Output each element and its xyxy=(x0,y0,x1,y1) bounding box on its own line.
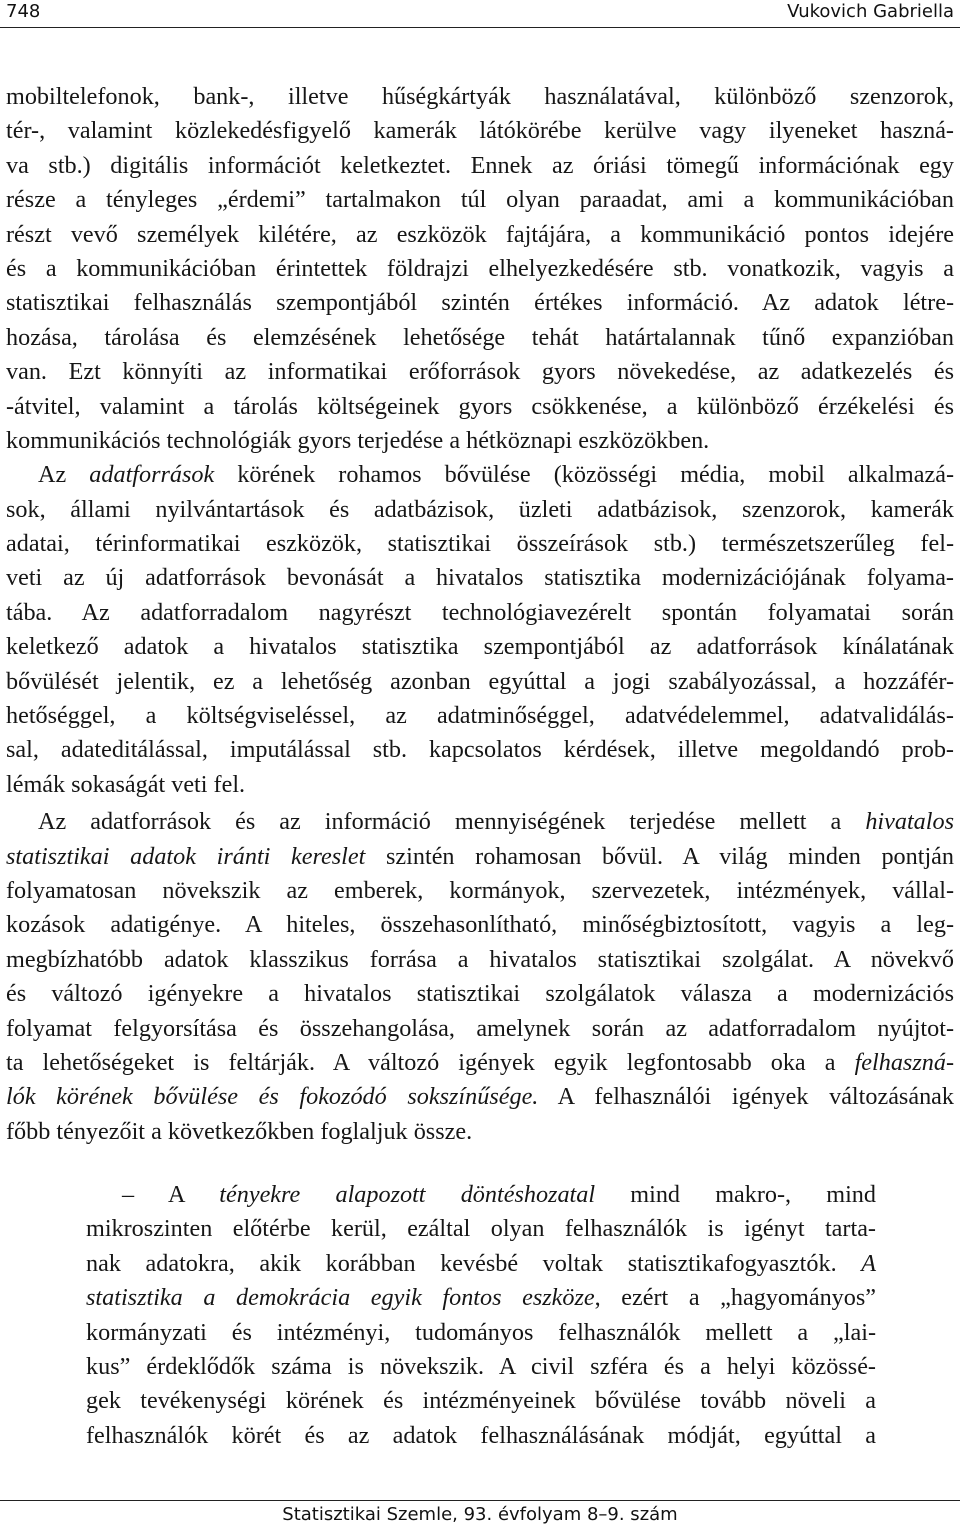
emphasis: hivatalos xyxy=(865,808,954,836)
text-run: Az adatforrások és az információ mennyiségének terjedése mellett a xyxy=(38,808,866,836)
text-run: A felhasználói igények változásának xyxy=(538,1083,955,1111)
text-line: adatai, térinformatikai eszközök, statisztikai összeírások stb.) természetszerűleg fel- xyxy=(6,530,954,558)
footer-rule xyxy=(0,1500,960,1501)
text-line: statisztikai felhasználás szempontjából szintén értékes információ. Az adatok létre- xyxy=(6,289,954,317)
page-footer xyxy=(0,1496,960,1534)
text-line: mobiltelefonok, bank-, illetve hűségkártyák használatával, különböző szenzorok, xyxy=(6,83,954,110)
text-line: folyamat felgyorsítása és összehangolása, amelynek során az adatforradalom nyújtot- xyxy=(6,1014,954,1042)
text-run: – A xyxy=(122,1181,220,1208)
text-line: lémák sokaságát veti fel. xyxy=(6,770,246,798)
text-line: -átvitel, valamint a tárolás költségeinek gyors csökkenése, a különböző érzékelési és xyxy=(6,392,954,420)
page-header xyxy=(0,0,960,24)
journal-citation: Statisztikai Szemle, 93. évfolyam 8–9. szám xyxy=(282,1504,678,1525)
text-line: keletkező adatok a hivatalos statisztika szempontjából az adatforrások kínálatának xyxy=(6,633,954,661)
text-line: felhasználók körét és az adatok felhasználásának módját, egyúttal a xyxy=(86,1421,876,1449)
running-head-author: Vukovich Gabriella xyxy=(787,1,954,22)
text-line: veti az új adatforrások bevonását a hivatalos statisztika modernizációjának folyama- xyxy=(6,564,954,592)
text-line xyxy=(86,1280,876,1314)
text-line: mikroszinten előtérbe kerül, ezáltal olyan felhasználók is igényt tarta- xyxy=(86,1215,876,1243)
text-run: Az xyxy=(38,461,90,489)
emphasis: lók körének bővülése és fokozódó sokszínűsége. xyxy=(6,1083,539,1111)
bullet-list-item xyxy=(86,1177,876,1452)
text-line: főbb tényezőit a következőkben foglaljuk össze. xyxy=(6,1117,473,1145)
text-run: ta lehetőségeket is feltárják. A változó igények egyik legfontosabb oka a xyxy=(6,1048,855,1076)
text-run: nak adatokra, akik korábban kevésbé voltak statisztikafogyasztók. xyxy=(86,1249,862,1277)
body-text xyxy=(6,80,954,1149)
text-line: sok, állami nyilvántartások és adatbázisok, üzleti adatbázisok, szenzorok, kamerák xyxy=(6,495,954,523)
text-line: hetőséggel, a költségviseléssel, az adatminőséggel, adatvédelemmel, adatvalidálás- xyxy=(6,702,954,730)
text-line: hozása, tárolása és elemzésének lehetősége tehát határtalannak tűnő expanzióban xyxy=(6,323,954,351)
text-line: kommunikációs technológiák gyors terjedése a hétköznapi eszközökben. xyxy=(6,426,710,454)
text-line xyxy=(6,1080,954,1114)
emphasis: adatforrások xyxy=(89,461,215,489)
header-rule xyxy=(0,27,960,28)
text-line: tába. Az adatforradalom nagyrészt technológiavezérelt spontán folyamatai során xyxy=(6,598,954,626)
text-line xyxy=(86,1246,876,1280)
text-line: megbízhatóbb adatok klasszikus forrása a hivatalos statisztikai szolgálat. A növekvő xyxy=(6,945,954,973)
text-line xyxy=(6,805,954,839)
emphasis: felhaszná- xyxy=(854,1048,954,1076)
text-line: gek tevékenységi körének és intézményeinek bővülése tovább növeli a xyxy=(86,1387,876,1415)
emphasis: tényekre alapozott döntéshozatal xyxy=(219,1181,596,1208)
text-line: és a kommunikációban érintettek földrajzi elhelyezkedésére stb. vonatkozik, vagyis a xyxy=(6,254,954,282)
text-line: tér-, valamint közlekedésfigyelő kamerák látókörébe kerülve vagy ilyeneket haszná- xyxy=(6,117,954,145)
text-run: szintén rohamosan bővül. A világ minden pontján xyxy=(365,842,954,870)
text-run: körének rohamos bővülése (közösségi média, mobil alkalmazá- xyxy=(214,461,955,489)
page-number: 748 xyxy=(6,1,41,22)
text-line: sal, adateditálással, imputálással stb. kapcsolatos kérdések, illetve megoldandó prob- xyxy=(6,736,954,764)
text-line xyxy=(6,458,954,492)
text-line: része a tényleges „érdemi” tartalmakon túl olyan paraadat, ami a kommunikációban xyxy=(6,186,954,214)
text-line: kozások adatigénye. A hiteles, összehasonlítható, minőségbiztosított, vagyis a leg- xyxy=(6,911,954,939)
text-line xyxy=(6,840,954,874)
text-line: bővülését jelentik, ez a lehetőség azonban egyúttal a jogi szabályozással, a hozzáfér- xyxy=(6,667,954,695)
text-line: kormányzati és intézményi, tudományos felhasználók mellett a „lai- xyxy=(86,1318,876,1346)
emphasis: A xyxy=(861,1249,876,1277)
text-line: és változó igényekre a hivatalos statisztikai szolgálatok válasza a modernizációs xyxy=(6,980,954,1008)
text-line: részt vevő személyek kilétére, az eszközök fajtájára, a kommunikáció pontos idejére xyxy=(6,220,954,248)
emphasis: statisztikai adatok iránti kereslet xyxy=(6,842,366,870)
text-line: folyamatosan növekszik az emberek, kormányok, szervezetek, intézmények, vállal- xyxy=(6,876,954,904)
text-run: , ezért a „hagyományos” xyxy=(594,1284,876,1312)
text-line: kus” érdeklődők száma is növekszik. A civil szféra és a helyi közössé- xyxy=(86,1352,876,1380)
text-line: va stb.) digitális információt keletkeztet. Ennek az óriási tömegű információnak egy xyxy=(6,151,954,179)
text-line xyxy=(86,1177,876,1211)
text-line xyxy=(6,1046,954,1080)
text-run: mind makro-, mind xyxy=(595,1181,876,1208)
emphasis: statisztika a demokrácia egyik fontos eszköze xyxy=(86,1284,595,1312)
text-line: van. Ezt könnyíti az informatikai erőforrások gyors növekedése, az adatkezelés és xyxy=(6,358,954,386)
